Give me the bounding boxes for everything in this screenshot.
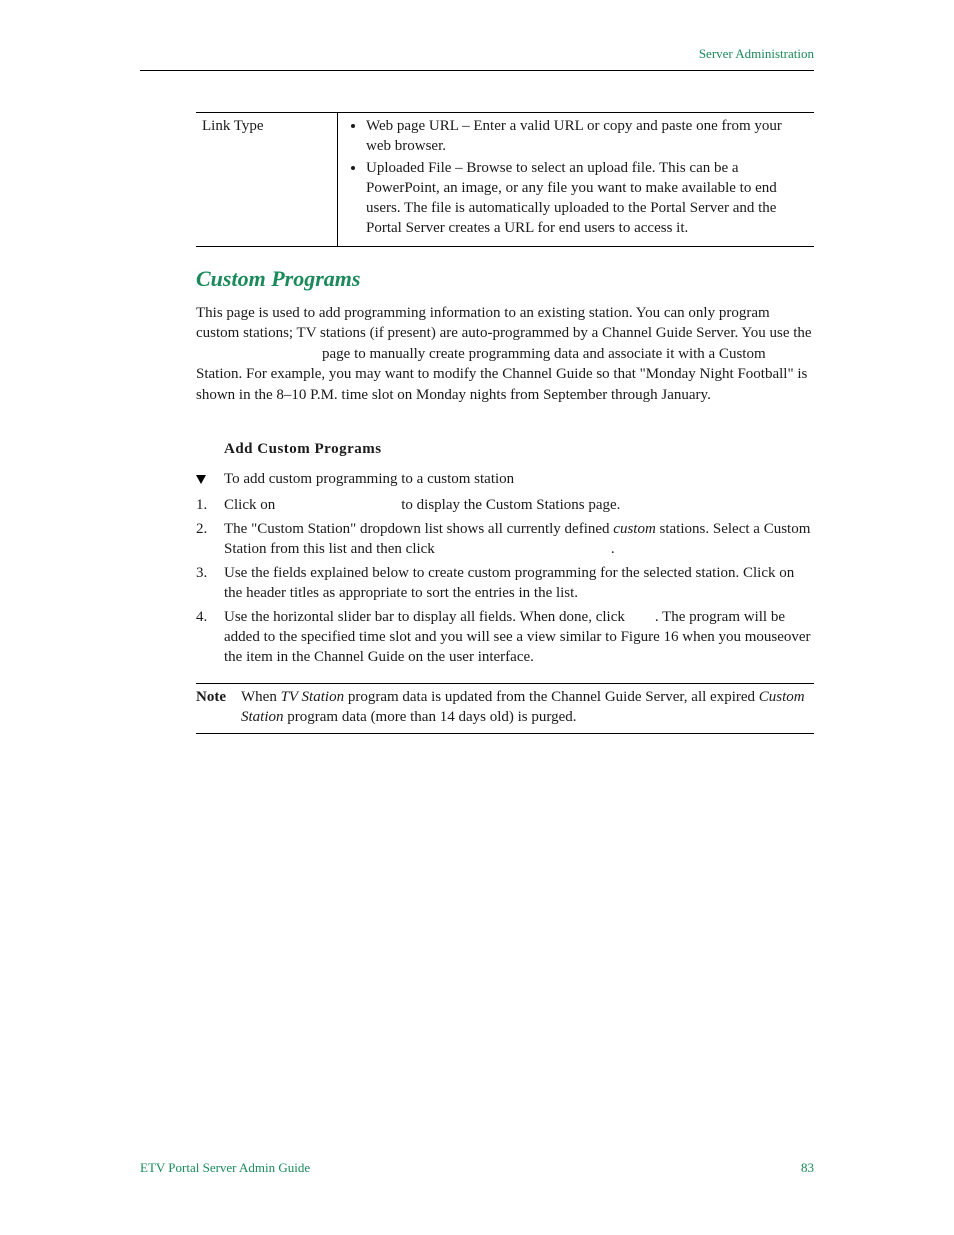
- step-text: Click on: [224, 497, 276, 513]
- link-type-list: [344, 116, 808, 238]
- procedure: [196, 469, 814, 671]
- step-item: [196, 495, 814, 515]
- step-number: 3.: [196, 565, 208, 581]
- list-item: • Web page URL – Enter a valid URL or copy and paste one from your web browser.: [366, 116, 808, 156]
- note-box: [196, 683, 814, 734]
- subsection-title: Add Custom Programs: [224, 441, 382, 457]
- note-body: [241, 688, 814, 727]
- intro-text: page to manually create programming data and associate it with a Custom Station. For example, you may want to modify the Channel Guide so that "Monday Night Football" is shown in the 8–10 P.M. time slot on Monday nights from September through January.: [196, 345, 808, 403]
- header-rule: [140, 70, 814, 71]
- list-item: • Uploaded File – Browse to select an upload file. This can be a PowerPoint, an image, or any file you want to make available to end users. The file is automatically uploaded to the Portal Server and the Portal Server creates a URL for end users to access it.: [366, 158, 808, 238]
- running-header: Server Administration: [698, 46, 814, 61]
- step-item: [196, 563, 814, 603]
- step-emphasis: custom: [613, 521, 656, 537]
- note-text: program data (more than 14 days old) is purged.: [287, 708, 577, 725]
- table-row: [196, 113, 814, 247]
- step-text: to display the Custom Stations page.: [401, 497, 621, 513]
- procedure-heading-text: To add custom programming to a custom station: [224, 471, 515, 487]
- intro-text: This page is used to add programming information to an existing station. You can only program custom stations; TV stations (if present) are auto-programmed by a Channel Guide Server. You use the: [196, 305, 812, 342]
- procedure-heading: [196, 469, 814, 489]
- step-number: 2.: [196, 521, 208, 537]
- step-text: stations. Select a Custom Station from this list and then click: [224, 521, 811, 557]
- footer-title: ETV Portal Server Admin Guide: [140, 1160, 311, 1175]
- table-value-cell: [338, 113, 815, 247]
- step-text: The "Custom Station" dropdown list shows all currently defined: [224, 521, 610, 537]
- note-text: program data is updated from the Channel Guide Server, all expired: [347, 689, 756, 705]
- step-number: 4.: [196, 609, 208, 625]
- step-text: . The program will be added to the specified time slot and you will see a view similar to Figure 16 when you mouseover the item in the Channel Guide on the user interface.: [224, 609, 811, 665]
- step-text: .: [610, 541, 615, 557]
- note-label: Note: [196, 689, 226, 705]
- page-number: 83: [801, 1160, 814, 1175]
- triangle-bullet-icon: [196, 475, 206, 484]
- step-text: Use the horizontal slider bar to display all fields. When done, click: [224, 609, 625, 625]
- link-type-table: [196, 112, 814, 247]
- note-text: When: [241, 689, 277, 705]
- section-title: Custom Programs: [196, 266, 361, 291]
- intro-paragraph: [196, 303, 814, 405]
- note-emphasis: Custom Station: [241, 689, 805, 725]
- note-emphasis: TV Station: [280, 689, 345, 705]
- step-item: [196, 607, 814, 667]
- step-number: 1.: [196, 497, 208, 513]
- step-item: [196, 519, 814, 559]
- steps-list: [196, 495, 814, 667]
- table-label-cell: Link Type: [196, 113, 338, 247]
- step-text: Use the fields explained below to create custom programming for the selected station. Click on the header titles as appropriate to sort the entries in the list.: [224, 565, 795, 601]
